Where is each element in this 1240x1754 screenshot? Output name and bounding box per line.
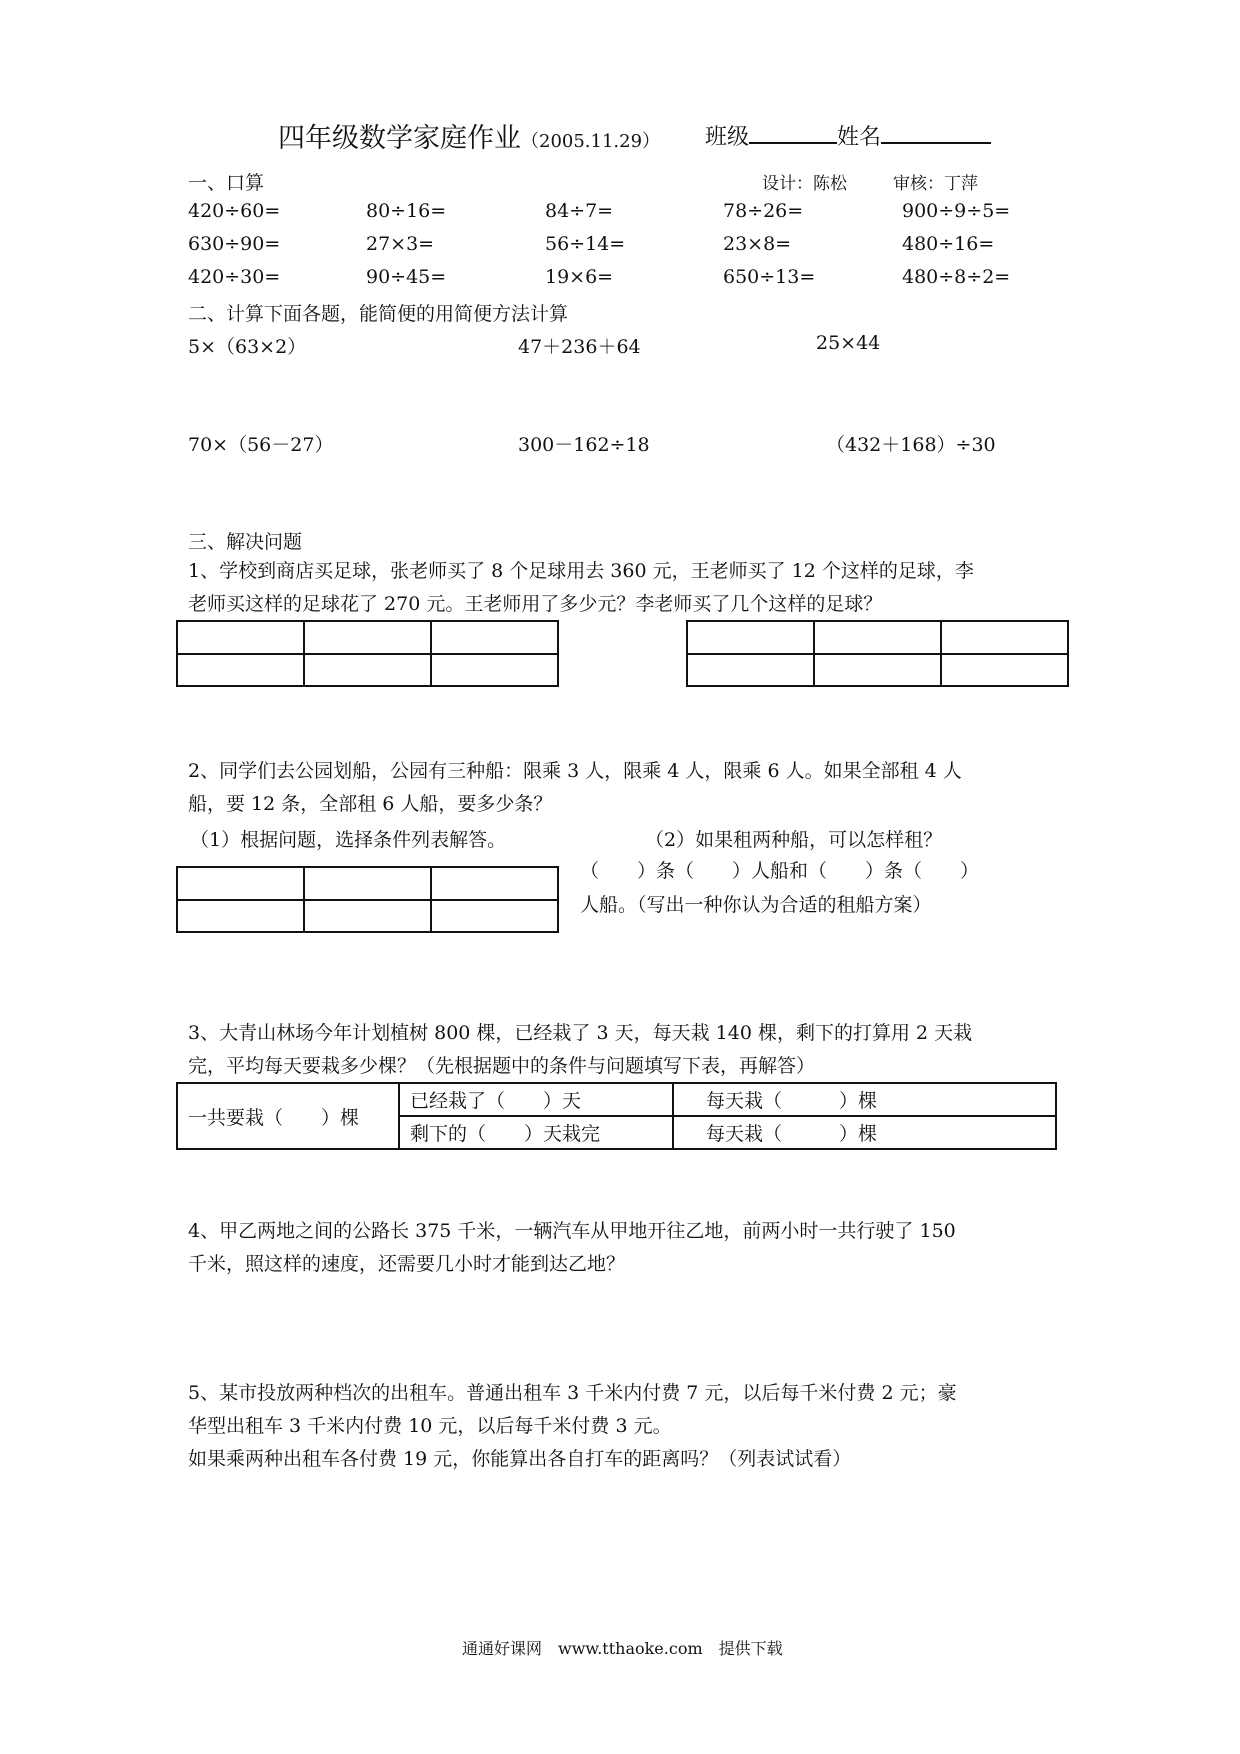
mental-item: 420÷30= [188, 266, 281, 288]
q4-line1: 4、甲乙两地之间的公路长 375 千米，一辆汽车从甲地开往乙地，前两小时一共行驶了 150 [188, 1220, 956, 1242]
answer-cell[interactable] [431, 900, 558, 933]
mental-item: 90÷45= [366, 266, 447, 288]
q1-line2: 老师买这样的足球花了 270 元。王老师用了多少元？李老师买了几个这样的足球？ [188, 593, 883, 615]
section2-heading: 二、计算下面各题，能简便的用简便方法计算 [188, 303, 569, 325]
answer-cell[interactable] [431, 867, 558, 900]
q4-line2: 千米，照这样的速度，还需要几小时才能到达乙地？ [188, 1253, 626, 1275]
answer-cell[interactable] [941, 654, 1068, 687]
q2-text [188, 755, 1058, 821]
answer-cell[interactable] [431, 654, 558, 687]
q2-line2: 船，要 12 条，全部租 6 人船，要多少条？ [188, 793, 553, 815]
mental-item: 650÷13= [723, 266, 816, 288]
q1-text [188, 555, 1058, 621]
q3-text [188, 1017, 1058, 1083]
mental-item: 27×3= [366, 233, 435, 255]
answer-cell[interactable] [304, 654, 431, 687]
answer-cell[interactable] [687, 654, 814, 687]
mental-item: 480÷16= [902, 233, 995, 255]
name-label: 姓名 [837, 125, 882, 150]
q3-line2: 完，平均每天要栽多少棵？（先根据题中的条件与问题填写下表，再解答） [188, 1055, 816, 1077]
q4-text [188, 1215, 1058, 1281]
q3-line1: 3、大青山林场今年计划植树 800 棵，已经栽了 3 天，每天栽 140 棵，剩下的打算用 2 天栽 [188, 1022, 973, 1044]
answer-cell[interactable] [177, 900, 304, 933]
mental-item: 78÷26= [723, 200, 804, 222]
q2-part1: （1）根据问题，选择条件列表解答。 [190, 829, 507, 851]
answer-cell[interactable] [814, 654, 941, 687]
q3-fill-table [176, 1082, 1057, 1150]
answer-cell[interactable] [431, 621, 558, 654]
q5-line2: 华型出租车 3 千米内付费 10 元，以后每千米付费 3 元。 [188, 1415, 672, 1437]
answer-cell[interactable] [941, 621, 1068, 654]
page-title-row [278, 116, 660, 155]
q2-answer-table [176, 866, 559, 933]
answer-cell[interactable] [814, 621, 941, 654]
q2-line1: 2、同学们去公园划船，公园有三种船：限乘 3 人，限乘 4 人，限乘 6 人。如果全部租 4 人 [188, 760, 962, 782]
mental-item: 19×6= [545, 266, 614, 288]
mental-item: 56÷14= [545, 233, 626, 255]
section1-heading: 一、口算 [188, 172, 265, 194]
answer-cell[interactable] [177, 654, 304, 687]
calc-item: 47＋236＋64 [518, 336, 641, 358]
q2-part2-line2: 人船。（写出一种你认为合适的租船方案） [580, 894, 932, 916]
q5-line3: 如果乘两种出租车各付费 19 元，你能算出各自打车的距离吗？（列表试试看） [188, 1448, 852, 1470]
calc-item: 300－162÷18 [518, 434, 650, 456]
mental-item: 420÷60= [188, 200, 281, 222]
title-date: （2005.11.29） [521, 131, 661, 152]
answer-cell[interactable] [687, 621, 814, 654]
mental-item: 480÷8÷2= [902, 266, 1011, 288]
answer-cell[interactable] [304, 867, 431, 900]
q5-line1: 5、某市投放两种档次的出租车。普通出租车 3 千米内付费 7 元，以后每千米付费 2 元；豪 [188, 1382, 957, 1404]
q5-text [188, 1377, 1058, 1476]
calc-item: 25×44 [816, 332, 881, 354]
q3-done-per-day-cell[interactable]: 每天栽（ ）棵 [673, 1083, 1056, 1116]
class-blank [749, 122, 837, 144]
q1-answer-table-left [176, 620, 559, 687]
class-field [705, 120, 991, 151]
footer-note: 通通好课网 www.tthaoke.com 提供下载 [462, 1639, 783, 1658]
page-title: 四年级数学家庭作业 [278, 123, 521, 154]
name-blank [881, 122, 991, 144]
answer-cell[interactable] [304, 900, 431, 933]
class-label: 班级 [705, 125, 750, 150]
calc-item: （432＋168）÷30 [826, 434, 996, 456]
designer: 设计：陈松 [762, 174, 847, 194]
answer-cell[interactable] [177, 867, 304, 900]
mental-item: 84÷7= [545, 200, 614, 222]
reviewer: 审核：丁萍 [893, 174, 978, 194]
mental-item: 23×8= [723, 233, 792, 255]
mental-item: 80÷16= [366, 200, 447, 222]
q2-part2-line1: （ ）条（ ）人船和（ ）条（ ） [580, 860, 980, 882]
mental-item: 900÷9÷5= [902, 200, 1011, 222]
calc-item: 70×（56－27） [188, 434, 334, 456]
q3-rest-days-cell[interactable]: 剩下的（ ）天栽完 [399, 1116, 673, 1149]
answer-cell[interactable] [177, 621, 304, 654]
q2-part2: （2）如果租两种船，可以怎样租？ [645, 829, 943, 851]
q1-answer-table-right [686, 620, 1069, 687]
q1-line1: 1、学校到商店买足球，张老师买了 8 个足球用去 360 元，王老师买了 12 个这样的足球，李 [188, 560, 974, 582]
section3-heading: 三、解决问题 [188, 531, 303, 553]
q3-rest-per-day-cell[interactable]: 每天栽（ ）棵 [673, 1116, 1056, 1149]
answer-cell[interactable] [304, 621, 431, 654]
q3-done-days-cell[interactable]: 已经栽了（ ）天 [399, 1083, 673, 1116]
mental-item: 630÷90= [188, 233, 281, 255]
q3-total-cell[interactable]: 一共要栽（ ）棵 [177, 1083, 399, 1149]
calc-item: 5×（63×2） [188, 336, 307, 358]
